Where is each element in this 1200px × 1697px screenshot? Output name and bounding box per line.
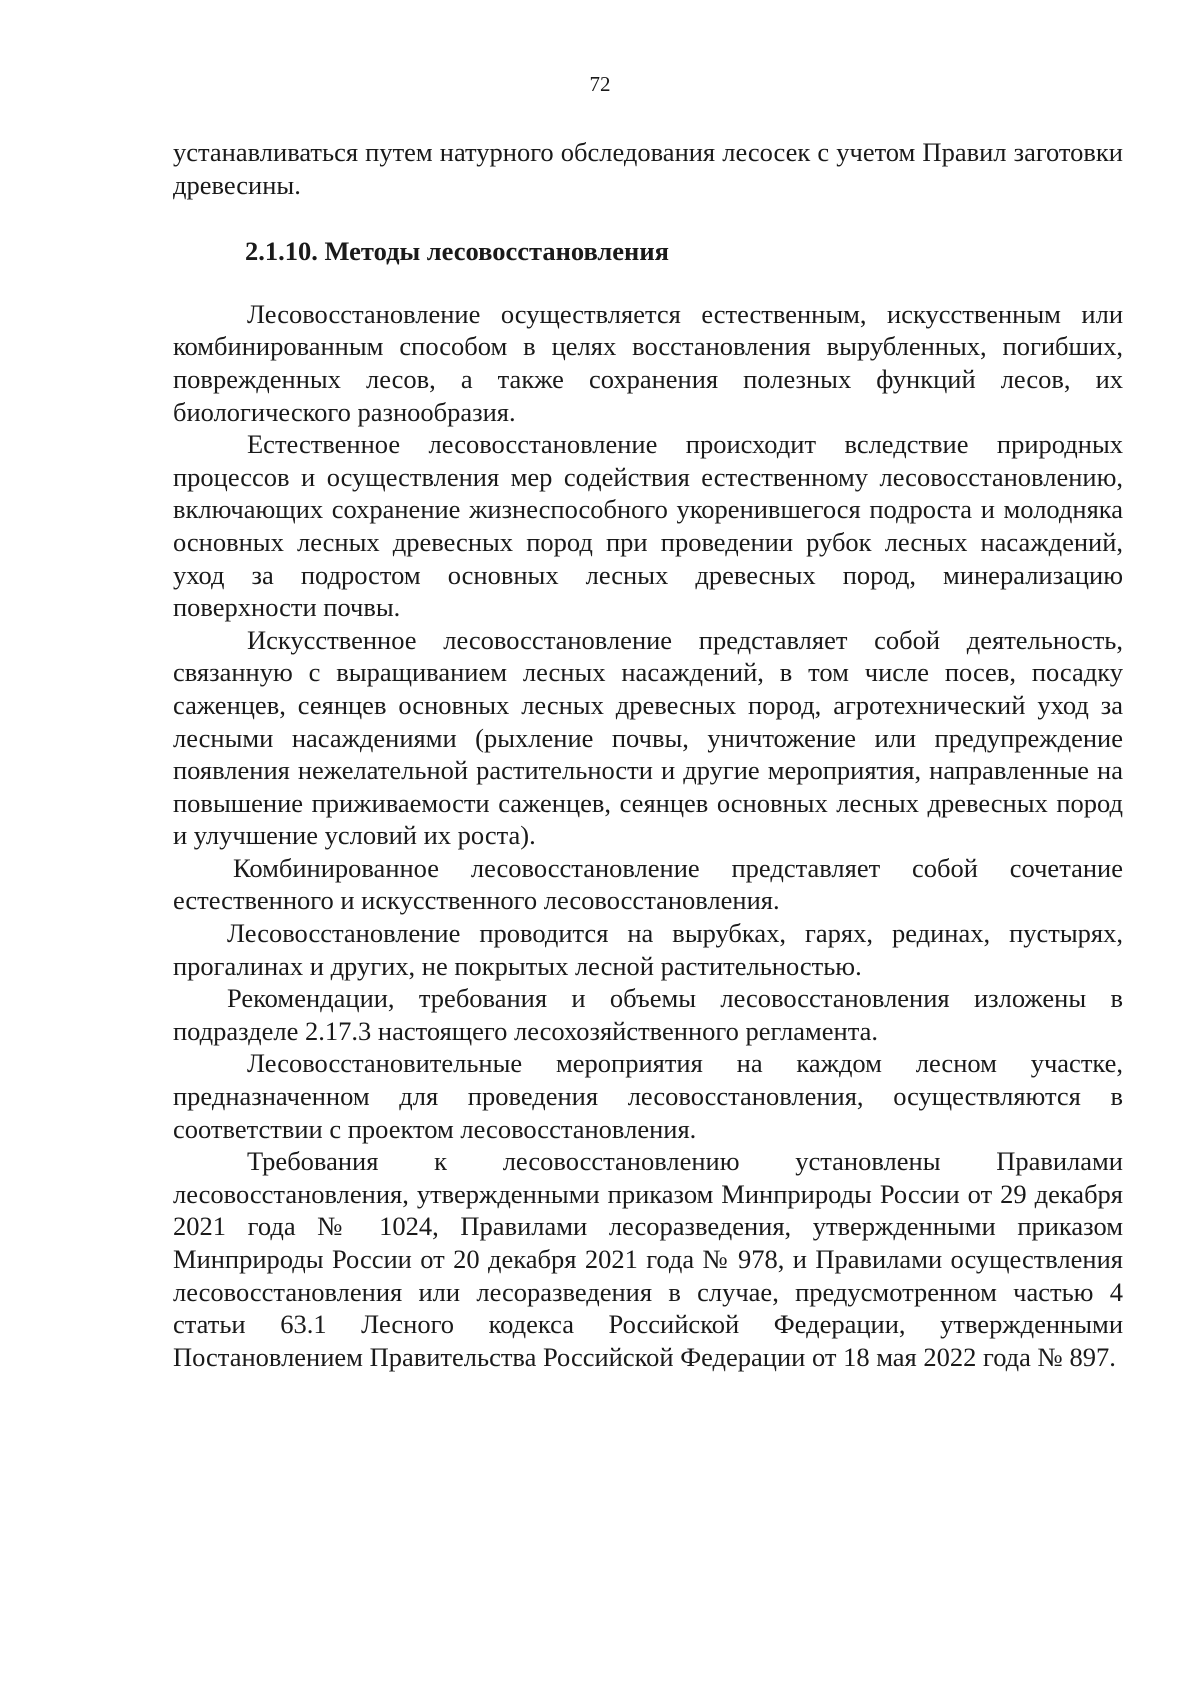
document-body (173, 136, 1123, 1373)
paragraph-7: Лесовосстановительные мероприятия на каждом лесном участке, предназначенном для проведения лесовосстановления, осуществляются в соответствии с проектом лесовосстановления. (173, 1048, 1123, 1144)
paragraph-6: Рекомендации, требования и объемы лесовосстановления изложены в подразделе 2.17.3 настоящего лесохозяйственного регламента. (173, 983, 1123, 1046)
page-number: 72 (589, 72, 611, 96)
section-heading: 2.1.10. Методы лесовосстановления (245, 236, 669, 267)
paragraph-3: Искусственное лесовосстановление представляет собой деятельность, связанную с выращиванием лесных насаждений, в том числе посев, посадку саженцев, сеянцев основных лесных древесных пород, агротехнический уход за лесными насаждениями (рыхление почвы, уничтожение или предупреждение появления нежелательной растительности и другие мероприятия, направленные на повышение приживаемости саженцев, сеянцев основных лесных древесных пород и улучшение условий их роста). (173, 624, 1123, 851)
paragraph-2: Естественное лесовосстановление происходит вследствие природных процессов и осуществления мер содействия естественному лесовосстановлению, включающих сохранение жизнеспособного укоренившегося подроста и молодняка основных лесных древесных пород при проведении рубок лесных насаждений, уход за подростом основных лесных древесных пород, минерализацию поверхности почвы. (173, 429, 1123, 623)
paragraph-5: Лесовосстановление проводится на вырубках, гарях, рединах, пустырях, прогалинах и других, не покрытых лесной растительностью. (173, 918, 1123, 981)
intro-paragraph: устанавливаться путем натурного обследования лесосек с учетом Правил заготовки древесины. (173, 137, 1123, 200)
paragraph-4: Комбинированное лесовосстановление представляет собой сочетание естественного и искусственного лесовосстановления. (173, 852, 1123, 916)
paragraph-8: Требования к лесовосстановлению установлены Правилами лесовосстановления, утвержденными приказом Минприроды России от 29 декабря 2021 года № 1024, Правилами лесоразведения, утвержденными приказом Минприроды России от 20 декабря 2021 года № 978, и Правилами осуществления лесовосстановления или лесоразведения в случае, предусмотренном частью 4 статьи 63.1 Лесного кодекса Российской Федерации, утвержденными Постановлением Правительства Российской Федерации от 18 мая 2022 года № 897. (173, 1146, 1123, 1372)
paragraph-1: Лесовосстановление осуществляется естественным, искусственным или комбинированным способом в целях восстановления вырубленных, погибших, поврежденных лесов, а также сохранения полезных функций лесов, их биологического разнообразия. (173, 298, 1123, 427)
